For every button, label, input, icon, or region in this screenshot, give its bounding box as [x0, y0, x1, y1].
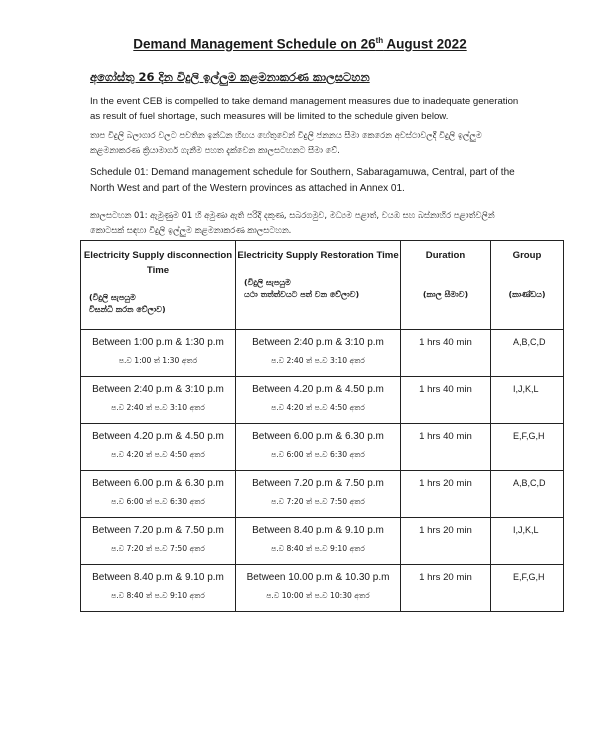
cell-disconnection: Between 4.20 p.m & 4.50 p.m ප.ව 4:20 ත් ප.ව 4:50 අතර: [81, 424, 236, 471]
cell-restoration: Between 2:40 p.m & 3:10 p.m ප.ව 2:40 ත් ප.ව 3:10 අතර: [236, 330, 401, 377]
sinhala-title: අගෝස්තු 26 දින විදුලි ඉල්ලුම කළමනාකරණ කාලසටහන: [90, 70, 370, 84]
header-restoration-en: Electricity Supply Restoration Time: [237, 250, 399, 261]
page-title: [0, 36, 600, 52]
cell-duration: 1 hrs 40 min: [401, 424, 491, 471]
cell-group: E,F,G,H: [491, 424, 564, 471]
cell-restoration: Between 4.20 p.m & 4.50 p.m ප.ව 4:20 ත් ප.ව 4:50 අතර: [236, 377, 401, 424]
cell-restoration: Between 7.20 p.m & 7.50 p.m ප.ව 7:20 ත් ප.ව 7:50 අතර: [236, 471, 401, 518]
cell-disconnection: Between 8.40 p.m & 9.10 p.m ප.ව 8:40 ත් ප.ව 9:10 අතර: [81, 565, 236, 612]
table-row: [81, 471, 564, 518]
table-row: [81, 377, 564, 424]
intro-english: In the event CEB is compelled to take demand management measures due to inadequate generation as result of fuel shortage, such measures will be limited to the schedule given below.: [90, 96, 519, 122]
cell-group: E,F,G,H: [491, 565, 564, 612]
header-duration-en: Duration: [425, 250, 466, 261]
header-group-si: (කාණ්ඩය): [508, 290, 546, 299]
header-duration-si: (කාල සීමාව): [422, 290, 469, 299]
header-duration: [401, 241, 491, 330]
cell-disconnection: Between 6.00 p.m & 6.30 p.m ප.ව 6:00 ත් ප.ව 6:30 අතර: [81, 471, 236, 518]
title-suffix: th: [375, 36, 384, 45]
header-disconnection-si: (විදුලි සැපයුම විසන්ධි කරන වේලාව): [89, 293, 166, 314]
header-disconnection-en: Electricity Supply disconnection Time: [83, 250, 233, 276]
schedule-sinhala: කාලසටහන 01: ඇමුණුම 01 හි අමුණා ඇති පරිදි දකුණ, සබරගමුව, මධ්‍යම පළාත්, වයඹ සහ බස්නාහිර පළාත්වලින් කොටසක් සඳහා විදුලි ඉල්ලුම කළමනාකරණ කාලසටහන.: [90, 210, 495, 235]
cell-group: I,J,K,L: [491, 518, 564, 565]
schedule-table: [80, 240, 564, 612]
schedule-english: Schedule 01: Demand management schedule for Southern, Sabaragamuwa, Central, part of the North West and part of the Western provinces as attached in Annex 01.: [90, 167, 515, 194]
table-header-row: [81, 241, 564, 330]
cell-duration: 1 hrs 20 min: [401, 518, 491, 565]
intro-sinhala: තාප විදුලි බලාගාර වලට පවතින ඉන්ධන හිඟය හේතුවෙන් විදුලි ජනනය සීමා කෙරෙන අවස්ථාවලදී විදුලි ඉල්ලුම කළමනාකරණ ක්‍රියාමාර්ග ගැනීම පහත දැක්වෙන කාලසටහනට සීමා වේ.: [90, 130, 482, 155]
table-row: [81, 565, 564, 612]
cell-group: I,J,K,L: [491, 377, 564, 424]
header-restoration: [236, 241, 401, 330]
cell-group: A,B,C,D: [491, 330, 564, 377]
table-row: [81, 424, 564, 471]
cell-duration: 1 hrs 40 min: [401, 330, 491, 377]
cell-disconnection: Between 7.20 p.m & 7.50 p.m ප.ව 7:20 ත් ප.ව 7:50 අතර: [81, 518, 236, 565]
header-group: [491, 241, 564, 330]
header-group-en: Group: [512, 250, 542, 261]
title-rest: August 2022: [383, 36, 467, 52]
header-disconnection: [81, 241, 236, 330]
cell-restoration: Between 6.00 p.m & 6.30 p.m ප.ව 6:00 ත් ප.ව 6:30 අතර: [236, 424, 401, 471]
cell-disconnection: Between 2:40 p.m & 3:10 p.m ප.ව 2:40 ත් ප.ව 3:10 අතර: [81, 377, 236, 424]
header-restoration-si: (විදුලි සැපයුම යථා තත්ත්වයට පත් වන වේලාව): [244, 278, 360, 299]
cell-duration: 1 hrs 20 min: [401, 565, 491, 612]
cell-restoration: Between 10.00 p.m & 10.30 p.m ප.ව 10:00 ත් ප.ව 10:30 අතර: [236, 565, 401, 612]
table-row: [81, 518, 564, 565]
table-row: [81, 330, 564, 377]
cell-disconnection: Between 1:00 p.m & 1:30 p.m ප.ව 1:00 ත් 1:30 අතර: [81, 330, 236, 377]
cell-duration: 1 hrs 40 min: [401, 377, 491, 424]
cell-restoration: Between 8.40 p.m & 9.10 p.m ප.ව 8:40 ත් ප.ව 9:10 අතර: [236, 518, 401, 565]
cell-group: A,B,C,D: [491, 471, 564, 518]
title-main: Demand Management Schedule on 26: [133, 36, 376, 52]
cell-duration: 1 hrs 20 min: [401, 471, 491, 518]
